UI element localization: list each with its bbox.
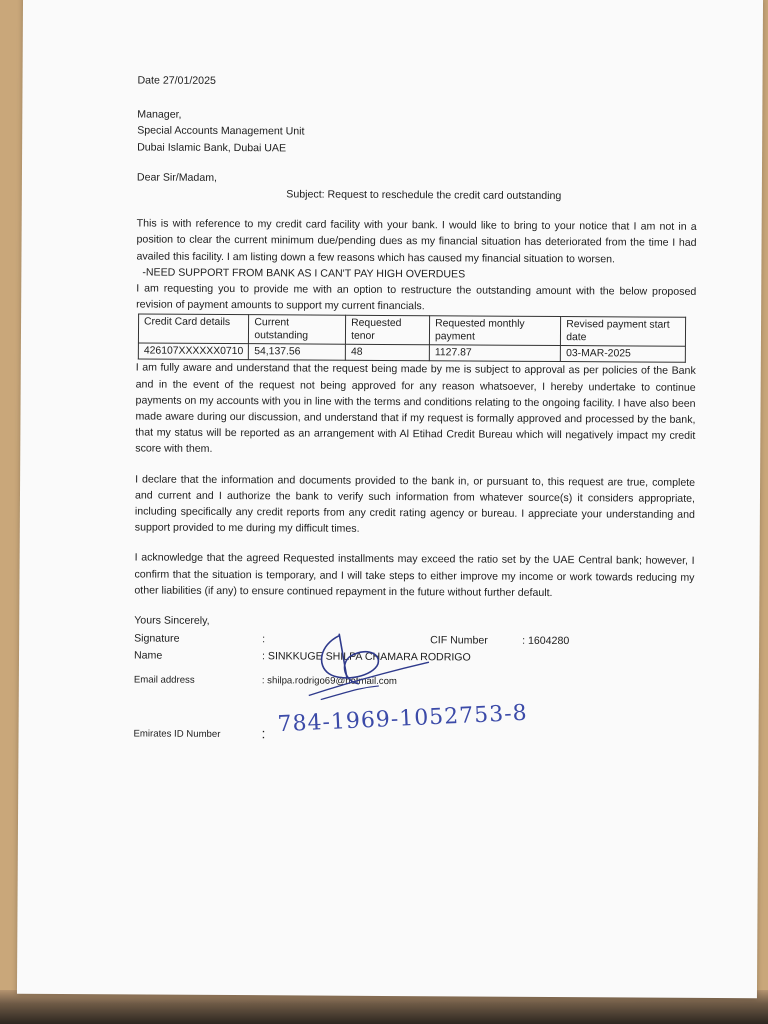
emirates-id-row: [133, 701, 693, 758]
td-card: 426107XXXXXX0710: [138, 343, 248, 360]
recipient-line-1: Manager,: [137, 108, 182, 121]
paragraph-reference: This is with reference to my credit card facility with your bank. I would like to bring to your notice that I am not in a position to clear the current minimum due/pending dues as my financial situation has deteriorated from the time I had availed this facility. I am listing down a few reasons which has caused my financial situation to worsen.: [136, 217, 697, 265]
th-tenor: Requested tenor: [346, 316, 430, 346]
paragraph-ratio: I acknowledge that the agreed Requested installments may exceed the ratio set by the UAE Central bank; however, I confirm that the situation is temporary, and I will take steps to either improve my income or work towards reducing my other liabilities (if any) to ensure continued repayment in the future without further default.: [134, 551, 695, 599]
td-outstanding: 54,137.56: [249, 344, 346, 361]
eid-colon: :: [261, 725, 266, 742]
letter-date: Date 27/01/2025: [137, 74, 216, 87]
closing: Yours Sincerely,: [134, 614, 210, 627]
recipient-line-3: Dubai Islamic Bank, Dubai UAE: [137, 141, 287, 154]
td-start: 03-MAR-2025: [561, 346, 686, 363]
paragraph-acknowledgement: I am fully aware and understand that the request being made by me is subject to approval as per policies of the Bank and in the event of the request not being approved for any reason whatsoever, I hereby undertake to continue payments on my accounts with you in line with the terms and conditions relating to the ongoing facility. I have also been made aware during our discussion, and understand that if my request is formally approved and processed by the bank, that my status will be reported as an arrangement with Al Etihad Credit Bureau which will negatively impact my credit score with them.: [135, 361, 696, 456]
reason-line: -NEED SUPPORT FROM BANK AS I CAN'T PAY HIGH OVERDUES: [142, 266, 466, 281]
th-card: Credit Card details: [138, 314, 249, 344]
name-label: Name: [133, 649, 163, 662]
eid-handwritten-value: 784-1969-1052753-8: [276, 701, 529, 738]
eid-label: Emirates ID Number: [133, 728, 221, 741]
th-start: Revised payment start date: [561, 317, 686, 347]
email-label: Email address: [133, 674, 195, 687]
td-tenor: 48: [345, 345, 429, 362]
paragraph-declaration: I declare that the information and documents provided to the bank in, or pursuant to, this request are true, complete and current and I authorize the bank to verify such information from whatever source(s) it considers appropriate, including specifically any credit reports from any credit rating agency or bureau. I appreciate your understanding and support provided to me during my difficult times.: [134, 473, 696, 536]
th-monthly: Requested monthly payment: [429, 316, 560, 346]
name-value: : SINKKUGE SHILPA CHAMARA RODRIGO: [261, 650, 471, 664]
restructure-table: [138, 314, 686, 363]
cif-label: CIF Number: [430, 634, 488, 647]
td-monthly: 1127.87: [429, 345, 560, 362]
table-header-row: [138, 314, 685, 346]
cif-value: : 1604280: [522, 635, 570, 648]
salutation: Dear Sir/Madam,: [136, 171, 218, 184]
letter-page: [17, 0, 763, 998]
signature-colon: :: [262, 633, 266, 646]
email-value: : shilpa.rodrigo69@hotmail.com: [261, 675, 397, 688]
recipient-line-2: Special Accounts Management Unit: [137, 124, 305, 138]
paragraph-request: I am requesting you to provide me with an option to restructure the outstanding amount with the below proposed revision of payment amounts to support my current financials.: [136, 282, 697, 313]
signature-label: Signature: [134, 632, 180, 645]
th-outstanding: Current outstanding: [249, 315, 346, 345]
signature-scribble: [299, 625, 449, 706]
subject-line: Subject: Request to reschedule the credit card outstanding: [286, 188, 562, 203]
